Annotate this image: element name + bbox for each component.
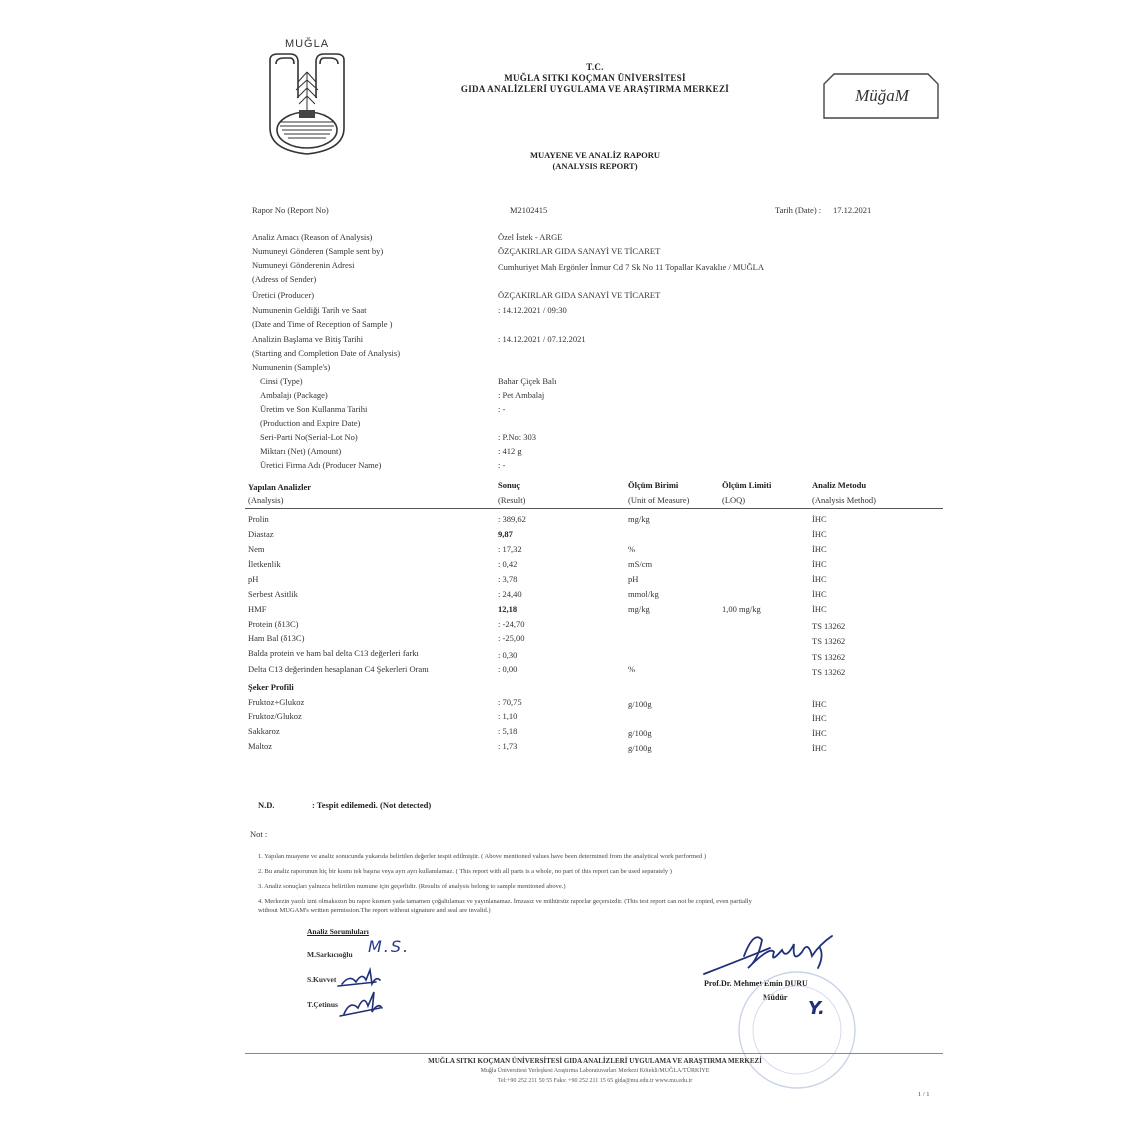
institution-header — [380, 62, 810, 95]
page-number: 1 / 1 — [918, 1091, 930, 1098]
result-name: Diastaz — [248, 529, 274, 539]
result-name: Protein (δ13C) — [248, 619, 299, 629]
result-unit: mg/kg — [628, 514, 650, 524]
sample-label: Üretim ve Son Kullanma Tarihi — [260, 404, 368, 414]
report-date-value: 17.12.2021 — [833, 205, 872, 215]
sugar-value: : 5,18 — [498, 726, 518, 736]
footer — [245, 1056, 945, 1086]
result-name: Serbest Asitlik — [248, 589, 298, 599]
result-method: İHC — [812, 589, 827, 599]
result-method: İHC — [812, 514, 827, 524]
result-value: : 3,78 — [498, 574, 518, 584]
result-method: İHC — [812, 574, 827, 584]
result-method: İHC — [812, 544, 827, 554]
sugar-name: Sakkaroz — [248, 726, 280, 736]
notes-title: Not : — [250, 829, 268, 839]
col-method-header: Analiz Metodu — [812, 480, 867, 490]
report-title — [380, 150, 810, 172]
detail-value: Özel İstek - ARGE — [498, 232, 563, 242]
detail-label: (Starting and Completion Date of Analysis) — [252, 348, 401, 358]
col-result-header: Sonuç — [498, 480, 521, 490]
director-title: Müdür — [763, 993, 788, 1002]
result-value: : 0,00 — [498, 664, 518, 674]
sugar-unit: g/100g — [628, 728, 652, 738]
sugar-profile-title: Şeker Profili — [248, 682, 294, 692]
sugar-unit: g/100g — [628, 743, 652, 753]
note-item: 3. Analiz sonuçları yalnızca belirtilen numune için geçerlidir. (Results of analysis belong to sample mentioned above.) — [258, 883, 566, 890]
note-item: 1. Yapılan muayene ve analiz sonucunda yukarıda belirtilen değerler tespit edilmiştir. ( Above mentioned values have been determined from the analytical work performed ) — [258, 853, 706, 860]
sample-value: : P.No: 303 — [498, 432, 537, 442]
result-name: İletkenlik — [248, 559, 281, 569]
sugar-method: İHC — [812, 699, 827, 709]
result-unit: % — [628, 664, 636, 674]
col-unit-header: Ölçüm Birimi — [628, 480, 679, 490]
col-loq-subheader: (LOQ) — [722, 495, 746, 505]
detail-value: : 14.12.2021 / 09:30 — [498, 305, 567, 315]
result-value: : 0,30 — [498, 650, 518, 660]
sample-label: Cinsi (Type) — [260, 376, 303, 386]
result-method: İHC — [812, 559, 827, 569]
note-item: 2. Bu analiz raporunun hiç bir kısmı tek başına veya ayrı ayrı kullanılamaz. ( This report with all parts is a whole, no part of this report can be used separately ) — [258, 868, 672, 875]
sugar-name: Maltoz — [248, 741, 273, 751]
analyst-name: M.Sarkıcıoğlu — [307, 950, 353, 959]
header-line-3: GIDA ANALİZLERİ UYGULAMA VE ARAŞTIRMA MERKEZİ — [460, 84, 730, 94]
header-line-1: T.C. — [586, 62, 604, 72]
header-line-2: MUĞLA SITKI KOÇMAN ÜNİVERSİTESİ — [504, 73, 686, 83]
detail-label: Numunenin (Sample's) — [252, 362, 331, 372]
sample-label: Miktarı (Net) (Amount) — [260, 446, 342, 456]
col-unit-subheader: (Unit of Measure) — [628, 495, 690, 505]
detail-label: Analizin Başlama ve Bitiş Tarihi — [252, 334, 364, 344]
sugar-value: : 1,10 — [498, 711, 518, 721]
result-value: : 0,42 — [498, 559, 518, 569]
result-name: HMF — [248, 604, 267, 614]
sugar-name: Fruktoz+Glukoz — [248, 697, 305, 707]
col-loq-header: Ölçüm Limiti — [722, 480, 772, 490]
sugar-name: Fruktoz/Glukoz — [248, 711, 302, 721]
result-value: 12,18 — [498, 604, 518, 614]
result-name: Balda protein ve ham bal delta C13 değerleri farkı — [248, 648, 419, 658]
muğla-logo-text: MUĞLA — [284, 38, 330, 50]
result-name: Prolin — [248, 514, 269, 524]
director-name: Prof.Dr. Mehmet Emin DURU — [704, 979, 808, 988]
result-value: : 24,40 — [498, 589, 522, 599]
mugam-logo-text: MüğaM — [855, 86, 909, 105]
result-name: Delta C13 değerinden hesaplanan C4 Şekerleri Oranı — [248, 664, 429, 674]
result-unit: mS/cm — [628, 559, 653, 569]
footer-line-3: Tel:+90 252 211 50 55 Faks: +90 252 211 15 65 gida@mu.edu.tr www.mu.edu.tr — [497, 1078, 693, 1084]
detail-value: ÖZÇAKIRLAR GIDA SANAYİ VE TİCARET — [498, 246, 661, 256]
detail-value: Cumhuriyet Mah Ergönler İnmur Cd 7 Sk No 11 Topallar Kavaklıe / MUĞLA — [498, 262, 765, 272]
detail-label: (Adress of Sender) — [252, 274, 317, 284]
report-title-en: (ANALYSIS REPORT) — [552, 161, 638, 171]
col-result-subheader: (Result) — [498, 495, 526, 505]
result-method: İHC — [812, 604, 827, 614]
detail-label: Üretici (Producer) — [252, 290, 315, 300]
sample-label: Ambalajı (Package) — [260, 390, 328, 400]
detail-label: (Date and Time of Reception of Sample ) — [252, 319, 393, 329]
university-logo-icon — [262, 38, 352, 164]
analyst-signatures-icon — [336, 956, 406, 1026]
col-analysis-subheader: (Analysis) — [248, 495, 284, 505]
result-method: İHC — [812, 529, 827, 539]
col-method-subheader: (Analysis Method) — [812, 495, 876, 505]
sugar-unit: g/100g — [628, 699, 652, 709]
sample-value: : - — [498, 460, 506, 470]
col-analysis-header: Yapılan Analizler — [248, 482, 312, 492]
detail-value: : 14.12.2021 / 07.12.2021 — [498, 334, 586, 344]
result-value: : 389,62 — [498, 514, 526, 524]
detail-value: ÖZÇAKIRLAR GIDA SANAYİ VE TİCARET — [498, 290, 661, 300]
result-method: TS 13262 — [812, 652, 846, 662]
sample-value: : 412 g — [498, 446, 522, 456]
result-name: Ham Bal (δ13C) — [248, 633, 305, 643]
sample-value: : - — [498, 404, 506, 414]
result-value: : -24,70 — [498, 619, 525, 629]
detail-label: Analiz Amacı (Reason of Analysis) — [252, 232, 373, 242]
detail-label: Numuneyi Gönderen (Sample sent by) — [252, 246, 384, 256]
sugar-method: İHC — [812, 743, 827, 753]
sugar-value: : 70,75 — [498, 697, 522, 707]
note-item: 4. Merkezin yazılı izni olmaksızın bu rapor kısmen yada tamamen çoğaltılamaz ve yayınlanamaz. İmzasız ve mühürsüz raporlar geçersizdir. (This test report can not be copied, even partially — [258, 898, 752, 905]
nd-abbr: N.D. — [258, 800, 275, 810]
report-title-tr: MUAYENE VE ANALİZ RAPORU — [529, 150, 661, 160]
sample-label: Üretici Firma Adı (Producer Name) — [260, 460, 382, 470]
note-item: without MUGAM's written permission.The report without signature and seal are invalid.) — [258, 907, 491, 914]
footer-line-1: MUĞLA SITKI KOÇMAN ÜNİVERSİTESİ GIDA ANALİZLERİ UYGULAMA VE ARAŞTIRMA MERKEZİ — [428, 1057, 762, 1065]
result-unit: mg/kg — [628, 604, 650, 614]
sample-value: Bahar Çiçek Balı — [498, 376, 557, 386]
sugar-value: : 1,73 — [498, 741, 518, 751]
analyst-name: S.Kuvvet — [307, 975, 337, 984]
result-name: Nem — [248, 544, 265, 554]
result-method: TS 13262 — [812, 621, 846, 631]
sample-value: : Pet Ambalaj — [498, 390, 545, 400]
report-date-label: Tarih (Date) : — [775, 205, 822, 215]
nd-text: : Tespit edilemedi. (Not detected) — [312, 800, 432, 810]
header-divider — [245, 508, 943, 509]
analyst-name: T.Çetinus — [307, 1000, 338, 1009]
result-method: TS 13262 — [812, 667, 846, 677]
director-mark: Y. — [808, 998, 825, 1019]
result-loq: 1,00 mg/kg — [722, 604, 761, 614]
result-name: pH — [248, 574, 259, 584]
footer-line-2: Muğla Üniversitesi Yerleşkesi Araştırma Laboratuvarları Merkezi Kötekli/MUĞLA/TÜRKİYE — [480, 1068, 710, 1074]
sugar-method: İHC — [812, 728, 827, 738]
sample-label: (Production and Expire Date) — [260, 418, 361, 428]
sample-label: Seri-Parti No(Serial-Lot No) — [260, 432, 358, 442]
result-value: : 17,32 — [498, 544, 522, 554]
result-method: TS 13262 — [812, 636, 846, 646]
result-value: : -25,00 — [498, 633, 525, 643]
report-no-label: Rapor No (Report No) — [252, 205, 329, 215]
sugar-method: İHC — [812, 713, 827, 723]
analyst-initials: M.S. — [368, 937, 411, 956]
result-unit: % — [628, 544, 636, 554]
analysts-title: Analiz Sorumluları — [307, 927, 369, 936]
result-value: 9,87 — [498, 529, 513, 539]
report-no-value: M2102415 — [510, 205, 548, 215]
result-unit: pH — [628, 574, 639, 584]
footer-divider — [245, 1053, 943, 1054]
result-unit: mmol/kg — [628, 589, 659, 599]
detail-label: Numuneyi Gönderenin Adresi — [252, 260, 355, 270]
detail-label: Numunenin Geldiği Tarih ve Saat — [252, 305, 367, 315]
